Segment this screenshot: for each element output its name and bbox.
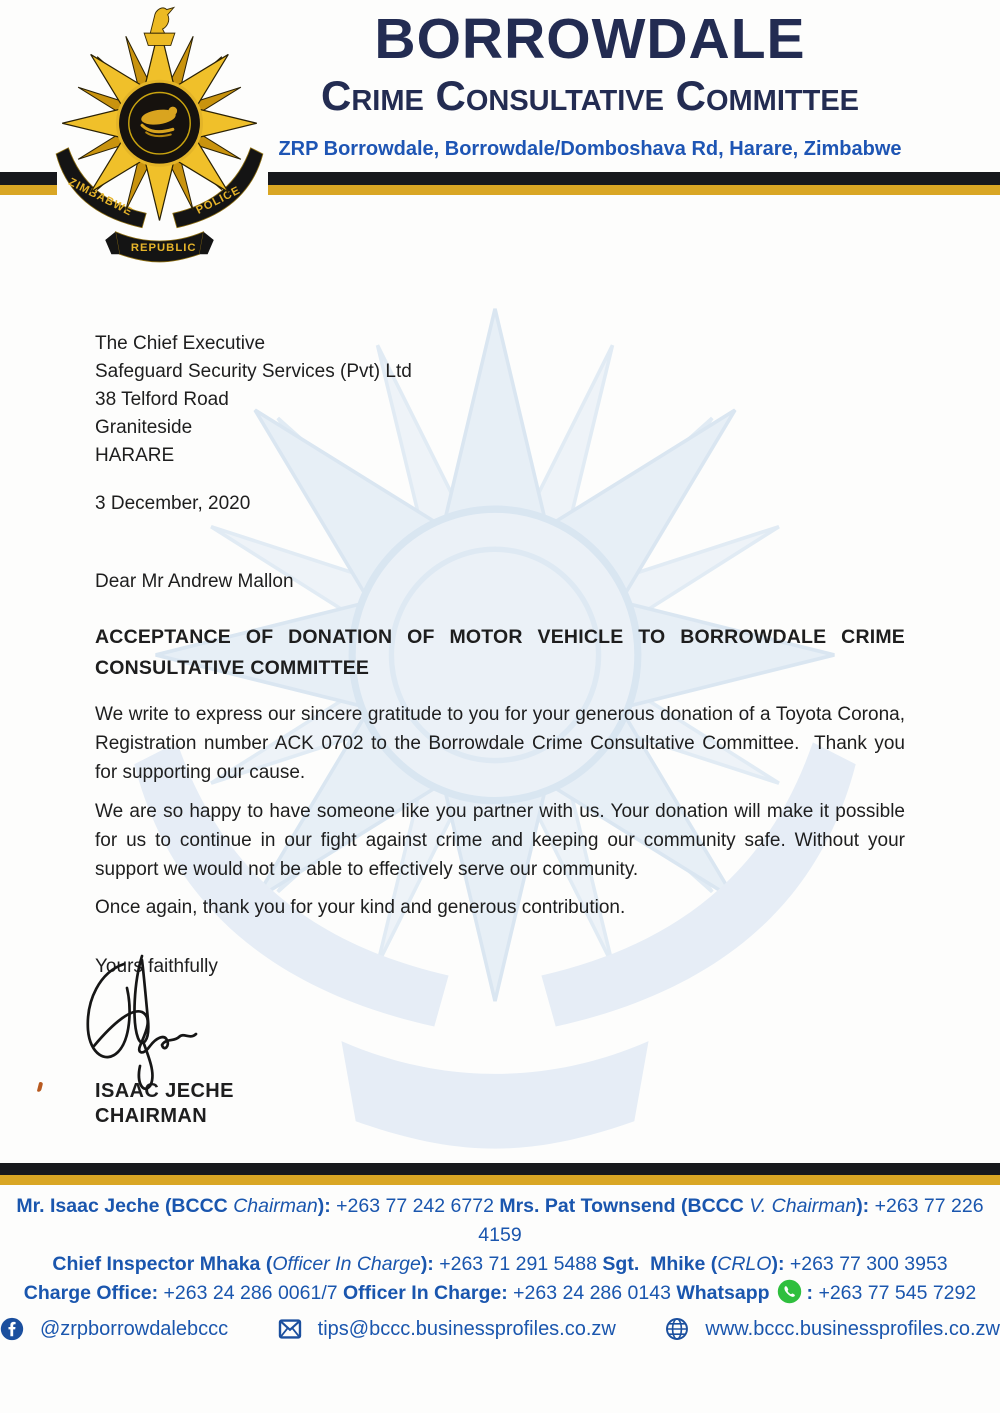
header-stripe-gold-left (0, 185, 57, 195)
footer-stripe-gold (0, 1175, 1000, 1185)
website-url[interactable]: www.bccc.businessprofiles.co.zw (705, 1317, 1000, 1340)
contact-phone: +263 24 286 0061/7 (163, 1282, 344, 1304)
badge-banner-right: POLICE (194, 184, 243, 217)
punct: ): (771, 1253, 790, 1275)
punct: ): (420, 1253, 440, 1275)
recipient-line: 38 Telford Road (95, 389, 229, 410)
contact-label: Whatsapp (676, 1282, 770, 1304)
closing-phrase: Yours faithfully (95, 956, 218, 977)
contact-name: Sgt. Mhike ( (602, 1253, 718, 1275)
contact-role: Officer In Charge (272, 1253, 421, 1275)
punct: ): (856, 1195, 875, 1217)
subject-heading (95, 622, 905, 684)
body-paragraph: We are so happy to have someone like you partner with us. Your donation will make it possible for us to continue in our fight against crime and keeping our community safe. Without your support we would not be able to effectively serve our community. (95, 801, 905, 880)
contact-role: Chairman (233, 1195, 318, 1217)
facebook-handle[interactable]: @zrpborrowdalebccc (39, 1317, 229, 1340)
footer-social-line (0, 1314, 1000, 1344)
contact-name: Mrs. Pat Townsend (BCCC (499, 1195, 750, 1217)
body-paragraph: Once again, thank you for your kind and generous contribution. (95, 897, 626, 918)
whatsapp-icon (777, 1279, 802, 1304)
recipient-line: The Chief Executive (95, 333, 266, 354)
contact-name: Chief Inspector Mhaka ( (52, 1253, 273, 1275)
punct: ): (317, 1195, 337, 1217)
contact-phone: +263 77 242 6772 (336, 1195, 500, 1217)
footer-contacts-line-3 (0, 1279, 1000, 1308)
recipient-address-block (95, 330, 905, 470)
contact-phone: +263 24 286 0143 (513, 1282, 677, 1304)
header-stripe-gold-right (268, 185, 1000, 195)
org-address-line: ZRP Borrowdale, Borrowdale/Domboshava Rd, Harare, Zimbabwe (278, 138, 902, 160)
footer-contacts-line-2 (0, 1250, 1000, 1279)
org-title: BORROWDALE (374, 7, 806, 71)
header-stripe-black-right (268, 172, 1000, 185)
signatory-title: CHAIRMAN (95, 1105, 208, 1127)
contact-phone: +263 77 545 7292 (818, 1282, 977, 1304)
body-paragraph: We write to express our sincere gratitude to you for your generous donation of a Toyota Corona, Registration number ACK 0702 to the Borrowdale Crime Consultative Committee. Thank you for supporting our cause. (95, 704, 905, 783)
contact-phone: +263 77 300 3953 (789, 1253, 948, 1275)
footer-contact-block (0, 1192, 1000, 1344)
facebook-icon[interactable] (0, 1314, 24, 1344)
contact-label: Charge Office: (23, 1282, 164, 1304)
signatory-name: ISAAC JECHE (95, 1080, 234, 1102)
salutation: Dear Mr Andrew Mallon (95, 571, 294, 592)
subject-line-1: ACCEPTANCE OF DONATION OF MOTOR VEHICLE TO BORROWDALE CRIME (95, 626, 905, 648)
signature-handwriting (80, 948, 250, 1093)
contact-name: Mr. Isaac Jeche (BCCC (16, 1195, 234, 1217)
tips-email[interactable]: tips@bccc.businessprofiles.co.zw (317, 1317, 616, 1340)
scan-artifact (37, 1082, 43, 1093)
contact-label: Officer In Charge: (343, 1282, 514, 1304)
contact-phone: +263 77 226 4159 (478, 1195, 984, 1246)
org-committee-line: Crime Consultative Committee (320, 72, 860, 119)
globe-icon (665, 1314, 689, 1344)
police-badge-icon (52, 2, 267, 267)
recipient-line: Safeguard Security Services (Pvt) Ltd (95, 361, 412, 382)
letter-date: 3 December, 2020 (95, 493, 251, 514)
contact-role: CRLO (717, 1253, 772, 1275)
contact-role: V. Chairman (749, 1195, 857, 1217)
recipient-line: HARARE (95, 445, 175, 466)
badge-banner-bottom: REPUBLIC (130, 242, 197, 255)
contact-phone: +263 71 291 5488 (439, 1253, 603, 1275)
punct: : (806, 1282, 819, 1304)
subject-line-2: CONSULTATIVE COMMITTEE (95, 657, 370, 679)
recipient-line: Graniteside (95, 417, 193, 438)
header-stripe-black-left (0, 172, 57, 185)
email-icon (278, 1314, 302, 1344)
footer-contacts-line-1 (0, 1192, 1000, 1250)
badge-banner-left: ZIMBABWE (66, 176, 135, 219)
